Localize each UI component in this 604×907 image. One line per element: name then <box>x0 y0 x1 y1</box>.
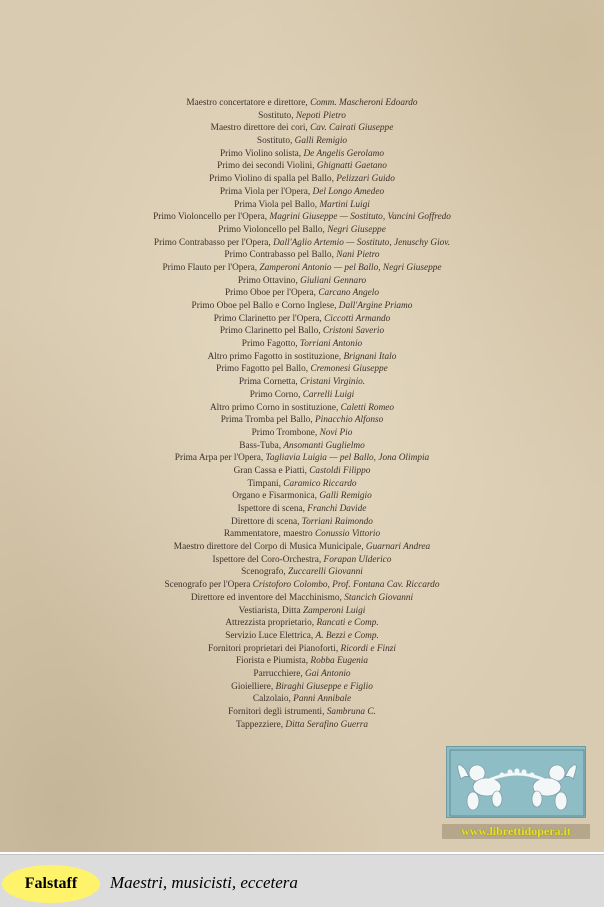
credit-line <box>0 110 604 123</box>
credit-name: Torriani Raimondo <box>301 516 373 527</box>
credit-line <box>0 160 604 173</box>
credit-line <box>0 363 604 376</box>
credit-line <box>0 199 604 212</box>
credit-name: Brignani Italo <box>343 351 397 362</box>
credit-name: Ghignatti Gaetano <box>316 161 387 172</box>
credit-name: Cristoforo Colombo, Prof. Fontana Cav. Riccardo <box>252 580 440 591</box>
credit-line <box>0 122 604 135</box>
credit-role: Primo Flauto per l'Opera, <box>162 262 258 273</box>
credit-line <box>0 655 604 668</box>
credit-name: Caramico Riccardo <box>283 478 357 489</box>
credit-name: Ansomanti Guglielmo <box>283 440 365 451</box>
credit-line <box>0 402 604 415</box>
credit-role: Scenografo, <box>241 567 286 578</box>
credit-role: Maestro concertatore e direttore, <box>186 98 308 108</box>
credit-name: Franchi Davide <box>307 504 367 514</box>
credit-name: Cristani Virginio. <box>300 377 366 388</box>
librettidopera-logo[interactable] <box>446 746 586 841</box>
credit-role: Sostituto, <box>256 136 293 147</box>
credit-role: Primo Violoncello per l'Opera, <box>153 212 268 223</box>
credit-role: Primo Oboe pel Ballo e Corno Inglese, <box>191 301 337 311</box>
credit-role: Primo dei secondi Violini, <box>217 161 315 172</box>
credit-line <box>0 300 604 313</box>
credit-role: Prima Cornetta, <box>238 377 298 388</box>
credit-role: Bass-Tuba, <box>239 440 282 451</box>
credit-name: Ditta Serafino Guerra <box>285 719 369 730</box>
credits-list <box>0 97 604 731</box>
credit-line <box>0 605 604 618</box>
credit-name: A. Bezzi e Comp. <box>315 630 379 641</box>
credit-line <box>0 516 604 529</box>
credit-line <box>0 351 604 364</box>
credit-name: Novi Pio <box>319 427 353 438</box>
credit-name: Cremonesi Giuseppe <box>310 364 388 375</box>
credit-line <box>0 262 604 275</box>
credit-name: Cav. Cairati Giuseppe <box>310 123 394 134</box>
credit-role: Primo Violino di spalla pel Ballo, <box>209 174 334 185</box>
credit-line <box>0 465 604 478</box>
credit-role: Prima Tromba pel Ballo, <box>220 415 313 426</box>
credit-line <box>0 389 604 402</box>
footer-bar <box>0 854 604 907</box>
credit-line <box>0 554 604 567</box>
credit-line <box>0 211 604 224</box>
credit-name: Galli Remigio <box>294 136 348 147</box>
credit-name: De Angelis Gerolamo <box>303 148 385 159</box>
credit-name: Rancati e Comp. <box>316 618 379 629</box>
credit-name: Ciccotti Armando <box>324 313 391 324</box>
credit-name: Castoldi Filippo <box>309 465 371 476</box>
credit-name: Comm. Mascheroni Edoardo <box>310 98 418 108</box>
credit-line <box>0 414 604 427</box>
credit-role: Parrucchiere, <box>253 668 303 679</box>
credit-line <box>0 224 604 237</box>
credit-line <box>0 706 604 719</box>
credit-role: Servizio Luce Elettrica, <box>225 630 314 641</box>
credit-line <box>0 452 604 465</box>
credit-name: Dall'Aglio Artemio — Sostituto, Jenuschy Giov. <box>273 237 451 248</box>
credit-line <box>0 97 604 110</box>
credit-name: Stancich Giovanni <box>344 592 414 603</box>
credit-name: Gai Antonio <box>305 668 351 679</box>
credit-role: Vestiarista, Ditta <box>238 605 301 616</box>
credit-name: Del Longo Amedeo <box>312 186 385 197</box>
credit-role: Direttore ed inventore del Macchinismo, <box>190 592 342 603</box>
credit-role: Ispettore di scena, <box>237 504 305 514</box>
credit-name: Conussio Vittorio <box>314 529 381 540</box>
credit-line <box>0 313 604 326</box>
credit-name: Giuliani Gennaro <box>300 275 367 286</box>
credit-name: Carrelli Luigi <box>302 389 355 400</box>
credit-line <box>0 249 604 262</box>
credit-name: Cristoni Saverio <box>322 326 385 337</box>
credit-line <box>0 528 604 541</box>
credit-role: Rammentatore, maestro <box>223 529 313 540</box>
credit-line <box>0 338 604 351</box>
credit-role: Primo Ottavino, <box>237 275 298 286</box>
credit-line <box>0 643 604 656</box>
credit-line <box>0 186 604 199</box>
credit-role: Primo Contrabasso pel Ballo, <box>224 250 334 261</box>
credit-line <box>0 579 604 592</box>
credit-role: Timpani, <box>247 478 281 489</box>
credit-name: Negri Giuseppe <box>327 224 386 235</box>
credit-name: Pinacchio Alfonso <box>315 415 384 426</box>
credit-name: Sambruna C. <box>326 707 376 717</box>
credit-name: Zamperoni Antonio — pel Ballo, Negri Giuseppe <box>259 262 442 273</box>
credit-name: Torriani Antonio <box>299 339 363 350</box>
credit-line <box>0 173 604 186</box>
website-url[interactable]: www.librettidopera.it <box>442 824 590 839</box>
credit-role: Primo Contrabasso per l'Opera, <box>153 237 271 248</box>
credit-line <box>0 693 604 706</box>
credit-line <box>0 719 604 732</box>
credit-role: Primo Corno, <box>249 389 301 400</box>
credit-line <box>0 237 604 250</box>
credit-role: Scenografo per l'Opera <box>164 580 251 591</box>
credit-name: Nani Pietro <box>336 250 380 261</box>
credit-line <box>0 490 604 503</box>
credit-name: Dall'Argine Priamo <box>338 301 413 311</box>
credit-role: Tappezziere, <box>235 719 284 730</box>
credit-role: Ispettore del Coro-Orchestra, <box>212 554 322 565</box>
credit-name: Carcano Angelo <box>318 288 380 299</box>
credit-name: Nepoti Pietro <box>295 110 346 121</box>
credit-role: Primo Trombone, <box>251 427 318 438</box>
credit-role: Sostituto, <box>258 110 294 121</box>
credit-line <box>0 592 604 605</box>
credit-role: Maestro direttore dei cori, <box>210 123 308 134</box>
credit-role: Primo Violino solista, <box>219 148 302 159</box>
credit-name: Galli Remigio <box>319 491 372 502</box>
credit-role: Prima Viola per l'Opera, <box>219 186 311 197</box>
cherubs-emblem-icon <box>446 746 586 818</box>
credit-role: Fiorista e Piumista, <box>236 656 309 667</box>
credit-role: Primo Clarinetto pel Ballo, <box>219 326 321 337</box>
credit-line <box>0 427 604 440</box>
credit-name: Zamperoni Luigi <box>302 605 366 616</box>
credit-name: Caletti Romeo <box>340 402 395 413</box>
credit-name: Robba Eugenia <box>310 656 368 667</box>
credit-role: Fornitori proprietari dei Pianoforti, <box>208 643 339 654</box>
credit-role: Primo Fagotto, <box>241 339 298 350</box>
credit-role: Gran Cassa e Piatti, <box>233 465 307 476</box>
credit-name: Biraghi Giuseppe e Figlio <box>275 681 373 692</box>
credit-role: Direttore di scena, <box>231 516 300 527</box>
credit-line <box>0 440 604 453</box>
credit-name: Magrini Giuseppe — Sostituto, Vancini Goffredo <box>269 212 451 223</box>
credit-line <box>0 325 604 338</box>
credit-name: Guarnari Andrea <box>365 542 431 553</box>
opera-title-badge[interactable]: Falstaff <box>2 865 100 903</box>
credit-line <box>0 630 604 643</box>
credit-line <box>0 541 604 554</box>
credit-name: Tagliavia Luigia — pel Ballo, Jona Olimpia <box>265 453 430 464</box>
credit-role: Altro primo Fagotto in sostituzione, <box>207 351 342 362</box>
credit-name: Panni Annibale <box>293 694 352 705</box>
credit-role: Altro primo Corno in sostituzione, <box>209 402 339 413</box>
credit-name: Forapan Ulderico <box>323 554 392 565</box>
credit-line <box>0 148 604 161</box>
credit-line <box>0 668 604 681</box>
credit-role: Prima Viola pel Ballo, <box>234 199 318 210</box>
credit-role: Maestro direttore del Corpo di Musica Municipale, <box>173 542 364 553</box>
credit-role: Primo Violoncello pel Ballo, <box>218 224 325 235</box>
credit-line <box>0 376 604 389</box>
credit-line <box>0 617 604 630</box>
credit-name: Pelizzari Guido <box>336 174 395 185</box>
credit-line <box>0 478 604 491</box>
credit-role: Primo Clarinetto per l'Opera, <box>213 313 322 324</box>
credit-role: Prima Arpa per l'Opera, <box>174 453 264 464</box>
credit-line <box>0 135 604 148</box>
credit-role: Fornitori degli istrumenti, <box>228 707 325 717</box>
credit-role: Attrezzista proprietario, <box>225 618 315 629</box>
credit-role: Gioielliere, <box>231 681 274 692</box>
credit-line <box>0 287 604 300</box>
credit-name: Zuccarelli Giovanni <box>288 567 363 578</box>
credit-line <box>0 566 604 579</box>
credit-line <box>0 503 604 516</box>
credit-name: Martini Luigi <box>319 199 370 210</box>
credit-role: Organo e Fisarmonica, <box>232 491 318 502</box>
section-caption: Maestri, musicisti, eccetera <box>110 873 298 892</box>
credit-role: Calzolaio, <box>252 694 291 705</box>
credit-role: Primo Oboe per l'Opera, <box>224 288 316 299</box>
credit-line <box>0 681 604 694</box>
credit-line <box>0 275 604 288</box>
credit-role: Primo Fagotto pel Ballo, <box>216 364 309 375</box>
credit-name: Ricordi e Finzi <box>340 643 396 654</box>
